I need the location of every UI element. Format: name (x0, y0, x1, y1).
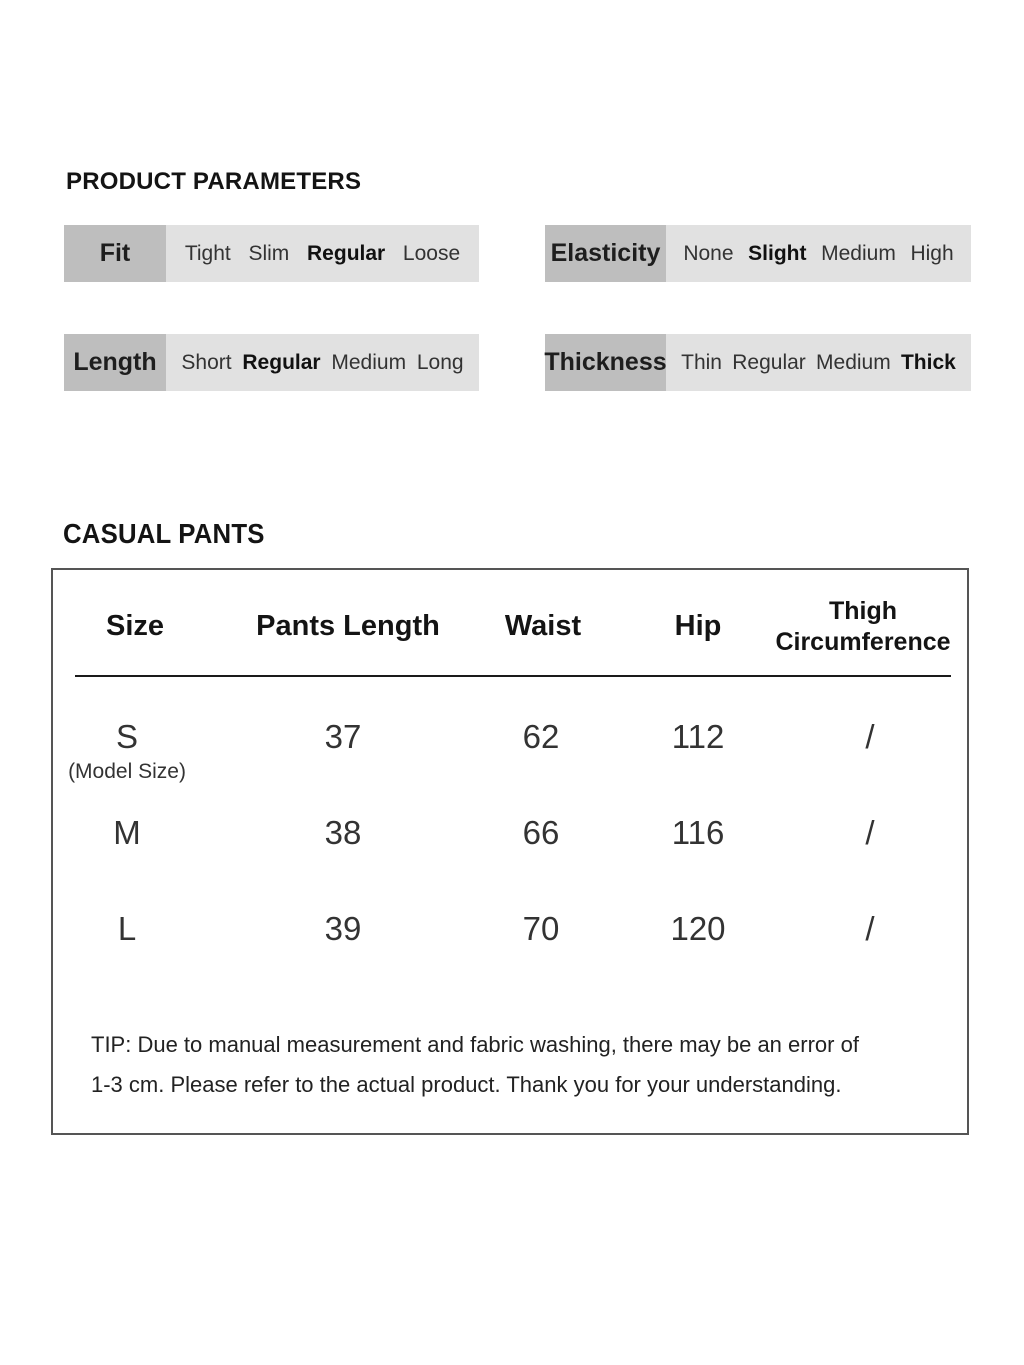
row-m-thigh: / (865, 814, 875, 851)
row-l-size: L (117, 910, 137, 947)
thickness-option-thin: Thin (681, 350, 722, 374)
row-l-hip: 120 (670, 910, 726, 947)
row-l-thigh: / (865, 910, 875, 947)
header-thigh-line1: Thigh (828, 597, 898, 625)
header-pants-length: Pants Length (256, 610, 440, 642)
length-parameter-bar (64, 334, 479, 391)
row-s-pants-length: 37 (324, 718, 362, 755)
elasticity-options (666, 242, 971, 266)
length-option-long: Long (416, 350, 464, 374)
elasticity-label: Elasticity (545, 225, 666, 282)
fit-option-slim: Slim (248, 241, 290, 265)
product-parameters-title: PRODUCT PARAMETERS (66, 168, 362, 195)
header-waist: Waist (504, 610, 582, 642)
length-option-regular-selected: Regular (242, 350, 321, 374)
fit-options (166, 242, 479, 266)
row-s-thigh: / (865, 718, 875, 755)
casual-pants-title: CASUAL PANTS (63, 518, 265, 549)
tip-line-2: 1-3 cm. Please refer to the actual product. Thank you for your understanding. (91, 1072, 842, 1097)
row-m-pants-length: 38 (324, 814, 362, 851)
elasticity-option-slight-selected: Slight (748, 241, 807, 265)
length-options (166, 351, 479, 375)
header-divider (75, 675, 951, 677)
row-s-size: S (115, 718, 138, 755)
thickness-options (666, 351, 971, 375)
thickness-option-thick-selected: Thick (900, 350, 956, 374)
row-l-pants-length: 39 (324, 910, 362, 947)
length-option-medium: Medium (331, 350, 407, 374)
header-hip: Hip (674, 610, 722, 642)
thickness-parameter-bar (545, 334, 971, 391)
fit-label: Fit (64, 225, 166, 282)
header-thigh-circumference (773, 596, 953, 658)
thickness-option-regular: Regular (732, 350, 806, 374)
row-s-waist: 62 (522, 718, 560, 755)
measurement-tip (91, 1025, 911, 1105)
fit-option-regular-selected: Regular (307, 241, 386, 265)
thickness-option-medium: Medium (816, 350, 891, 374)
row-m-hip: 116 (671, 814, 725, 851)
tip-line-1: TIP: Due to manual measurement and fabric washing, there may be an error of (91, 1032, 859, 1057)
elasticity-parameter-bar (545, 225, 971, 282)
elasticity-option-high: High (910, 241, 954, 265)
elasticity-option-medium: Medium (821, 241, 896, 265)
row-s-note: (Model Size) (68, 760, 186, 783)
fit-parameter-bar (64, 225, 479, 282)
length-label: Length (64, 334, 166, 391)
length-option-short: Short (181, 350, 232, 374)
row-s-hip: 112 (671, 718, 725, 755)
size-chart-table (51, 568, 969, 1135)
fit-option-tight: Tight (184, 241, 231, 265)
row-m-size: M (113, 814, 141, 851)
fit-option-loose: Loose (402, 241, 461, 265)
thickness-label: Thickness (545, 334, 666, 391)
header-size: Size (105, 610, 165, 642)
header-thigh-line2: Circumference (775, 628, 951, 656)
elasticity-option-none: None (683, 241, 734, 265)
row-l-waist: 70 (522, 910, 560, 947)
row-m-waist: 66 (522, 814, 560, 851)
